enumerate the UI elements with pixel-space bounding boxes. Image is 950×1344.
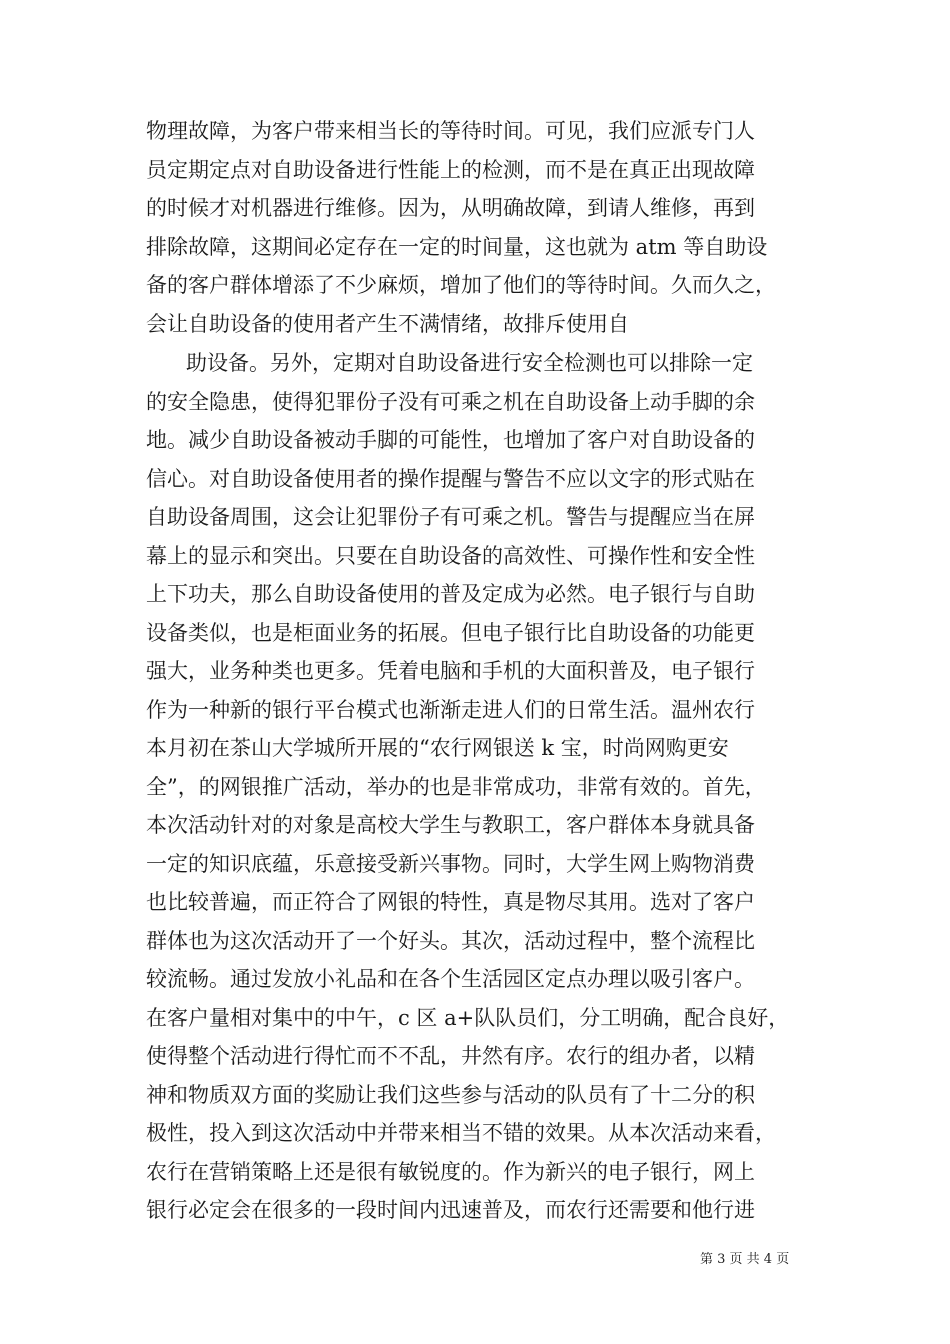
text-line: 较流畅。通过发放小礼品和在各个生活园区定点办理以吸引客户。	[146, 967, 755, 991]
text-line: 本月初在茶山大学城所开展的“农行网银送 k 宝，时尚网购更安	[146, 736, 729, 760]
text-line: 神和物质双方面的奖励让我们这些参与活动的队员有了十二分的积	[146, 1082, 755, 1107]
text-line: 物理故障，为客户带来相当长的等待时间。可见，我们应派专门人	[146, 119, 755, 143]
text-line: 一定的知识底蕴，乐意接受新兴事物。同时，大学生网上购物消费	[146, 851, 755, 876]
text-line: 农行在营销策略上还是很有敏锐度的。作为新兴的电子银行，网上	[146, 1159, 755, 1184]
text-line: 上下功夫，那么自助设备使用的普及定成为必然。电子银行与自助	[146, 582, 755, 606]
text-line: 地。减少自助设备被动手脚的可能性，也增加了客户对自助设备的	[146, 428, 755, 452]
text-line: 使得整个活动进行得忙而不不乱，井然有序。农行的组办者，以精	[146, 1044, 755, 1068]
text-line: 幕上的显示和突出。只要在自助设备的高效性、可操作性和安全性	[146, 543, 755, 568]
paragraph-1	[146, 112, 826, 343]
text-line: 极性，投入到这次活动中并带来相当不错的效果。从本次活动来看，	[146, 1121, 776, 1145]
text-line-indented: 助设备。另外，定期对自助设备进行安全检测也可以排除一定	[186, 351, 753, 375]
text-line: 员定期定点对自助设备进行性能上的检测，而不是在真正出现故障	[146, 157, 755, 182]
paragraph-2	[146, 344, 826, 1230]
text-line: 的安全隐患，使得犯罪份子没有可乘之机在自助设备上动手脚的余	[146, 389, 755, 414]
page-number-footer: 第 3 页 共 4 页	[700, 1252, 790, 1267]
text-line: 的时候才对机器进行维修。因为，从明确故障，到请人维修，再到	[146, 196, 755, 220]
text-line: 会让自助设备的使用者产生不满情绪，故排斥使用自	[146, 311, 629, 336]
text-line: 备的客户群体增添了不少麻烦，增加了他们的等待时间。久而久之，	[146, 273, 776, 297]
text-line: 银行必定会在很多的一段时间内迅速普及，而农行还需要和他行进	[146, 1198, 755, 1222]
text-line: 排除故障，这期间必定存在一定的时间量，这也就为 atm 等自助设	[146, 234, 768, 259]
text-line: 群体也为这次活动开了一个好头。其次，活动过程中，整个流程比	[146, 928, 755, 953]
text-line: 设备类似，也是柜面业务的拓展。但电子银行比自助设备的功能更	[146, 620, 755, 645]
text-line: 自助设备周围，这会让犯罪份子有可乘之机。警告与提醒应当在屏	[146, 505, 755, 529]
text-line: 也比较普遍，而正符合了网银的特性，真是物尽其用。选对了客户	[146, 890, 755, 914]
text-line: 本次活动针对的对象是高校大学生与教职工，客户群体本身就具备	[146, 813, 755, 837]
text-line: 强大，业务种类也更多。凭着电脑和手机的大面积普及，电子银行	[146, 659, 755, 683]
text-line: 全”，的网银推广活动，举办的也是非常成功，非常有效的。首先，	[146, 774, 766, 799]
text-line: 作为一种新的银行平台模式也渐渐走进人们的日常生活。温州农行	[146, 697, 755, 722]
text-line: 在客户量相对集中的中午，c 区 a+队队员们，分工明确，配合良好，	[146, 1005, 790, 1030]
text-line: 信心。对自助设备使用者的操作提醒与警告不应以文字的形式贴在	[146, 466, 755, 491]
